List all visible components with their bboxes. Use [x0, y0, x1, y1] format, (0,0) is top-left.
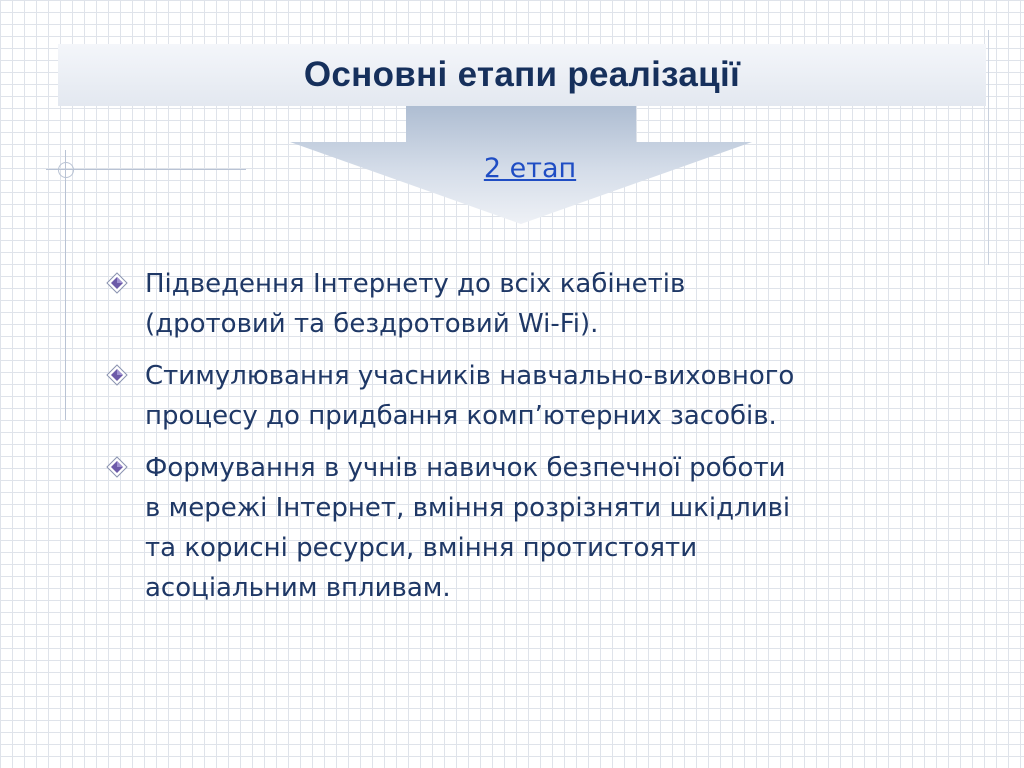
decorative-vertical-line [65, 150, 66, 420]
list-item [106, 264, 986, 344]
diamond-bullet-icon [106, 364, 128, 386]
diamond-bullet-icon [106, 456, 128, 478]
decorative-horizontal-line [46, 169, 246, 170]
bullet-text: Стимулювання учасників навчально-виховного процесу до придбання комп’ютерних засобів. [145, 361, 795, 431]
diamond-bullet-icon [106, 272, 128, 294]
slide-title: Основні етапи реалізації [303, 55, 741, 94]
title-bar [58, 44, 986, 106]
bullet-text: Підведення Інтернету до всіх кабінетів (дротовий та бездротовий Wi-Fi). [145, 269, 686, 339]
bullet-text: Формування в учнів навичок безпечної роботи в мережі Інтернет, вміння розрізняти шкідливі та корисні ресурси, вміння протистояти асоціальним впливам. [145, 453, 791, 603]
list-item [106, 448, 986, 608]
stage-link[interactable]: 2 етап [483, 153, 577, 184]
list-item [106, 356, 986, 436]
bullet-list [106, 264, 986, 620]
decorative-circle [58, 162, 74, 178]
decorative-right-line [988, 30, 989, 265]
